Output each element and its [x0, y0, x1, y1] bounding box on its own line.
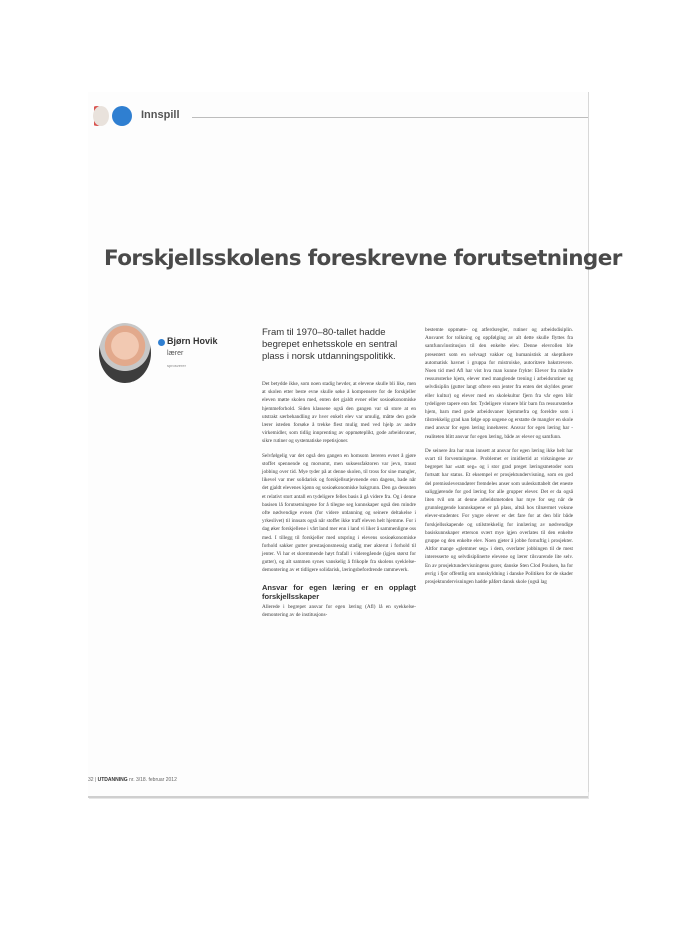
section-divider	[192, 117, 588, 118]
article-ingress: Fram til 1970–80-tallet hadde begrepet enhetsskole en sentral plass i norsk utdanningspolitikk.	[262, 327, 398, 362]
magazine-name: UTDANNING	[97, 777, 128, 783]
page-number: 32	[88, 777, 94, 783]
paragraph: Allerede i begrepet ansvar for egen læring (Afl) lå en syekkelse-demontering av de institusjons-	[262, 603, 416, 618]
author-name: Bjørn Hovik	[167, 336, 218, 346]
author-bullet-icon	[158, 339, 165, 346]
page-edge-right	[588, 92, 589, 792]
section-dot-grey-icon	[93, 106, 109, 126]
article-column-1	[262, 380, 416, 625]
paragraph: Det betydde ikke, som noen stadig hevder, at elevene skulle bli like, men at skolen etter beste evne skulle søke å kompensere for de forskjeller eleven møtte skolen med, enten det gjaldt evner eller sosioøkonomiske hjemmeforhold. Siden klassene også den gangen var så store at en utstrakt særbehandling av hver enkelt elev var umulig, måtte den gode lærer isteden forsøke å trekke flest mulig med ved hjelp av andre virkemidler, som tidlig innprenting av oppmøteplikt, gode arbeidsvaner, sikre rutiner og systematiske repetisjoner.	[262, 381, 416, 445]
paragraph: Selvfølgelig var det også den gangen en homsom læreren evnet å gjøre stoffet spennende og morsomt, men suksessfaktoren var jevn, traust jobbing over tid. Mye tyder på at denne skolen, til tross for sine mangler, likevel var mer solidarisk og forskjellsutjevnende enn dagens, bade når det gjaldt elevenes kjønn og sosioøkonomiske bakgrunn. Den ga dessuten et relativt stort antall en tydeligere felles basis å gå videre fra. Og i denne basisen lå forutsetningene for å tilegne seg kunnskaper også den mindre ofte nødvendige evnen (for videre utdanning og seinere deltakelse i yrkeslivet) til innsats også når stoffet ikke traff eleven helt hjemme. For i dag øker forskjellene i vårt land mer enn i land vi liker å sammenligne oss med. I tillegg til forskjeller med utspring i elevens sosioøkonomiske forhold sakker gutter prestasjonsmessig stadig mer akterut i forhold til jenter. Vi har et skremmende høyt frafall i videregående (igjen størst for gutter), og alt sammen synes vanskelig å frikople fra skolens syeklelse-demontering av et tidligere solidarisk, læringsbefordrende rammeverk.	[262, 452, 416, 574]
issue-info: nr. 3/18. februar 2012	[129, 777, 177, 783]
article-column-2	[425, 326, 573, 592]
paragraph: De seinere åra har man innsett at ansvar for egen læring ikke helt har svart til forventningene. Problemet er imidlertid at virkningene av begrepet har «satt seg» og i stor grad preget læringsmetoder som fortsatt har status. Et eksempel er prosjektundervisning, som en god del premissleverandører fremdeles anser som uuleskuttabelt det eneste saliggjørende for god læring for alle grupper elever. Det er da også liten tvil om at denne arbeidsmetoden har mye for seg når de grunnleggende kunnskapene er på plass, altså hos tilnærmet voksne elever-studenter. For yngre elever er det fare for at den blir både forskjellsskapende og utilstrekkelig for innlæring av nødvendige basiskunnskaper etterson svært mye igjen overlates til den enkelte gruppe og den enkelte elev. Noen gjeter å jobbe fornuftig i prosjekter. Altfor mange «glemmer seg» i dem, overlater jobbingen til de mest interesserte og selvdisiplinerte elevene og lærer tilsvarende lite selv. En av prosjektundervisningens gurer, danske Sten Clod Poulsen, ba for øvrig i fjor offentlig om unnskyldning i danske Politiken for de skader prosjektundervisningen hadde påført dansk skole (også lag	[425, 447, 573, 586]
page-edge-bottom	[88, 796, 588, 798]
author-photo	[99, 323, 151, 383]
article-subheading: Ansvar for egen læring er en opplagt forskjellsskaper	[262, 582, 416, 601]
paragraph: bestemte oppmøte- og atferdsregler, rutiner og arbeidsdisiplin. Ansvaret for tolkning og oppfølging av alt dette skulle flyttes fra samfunn/institusjon til den enkelte elev. Denne elevrollen ble presentert som en selvsagt vakker og humanistisk at skeptikere automatisk havnet i gruppa for mistroiske, autoritære bakstrevere. Noen tid med Afl har vist hva man kunne frykte: Elever fra mindre ressurssterke hjem, elever med manglende trening i arbeidsrutiner og selvdisiplin (gutter langt oftere enn jenter fra enten det skyldes gener eller kultur) og elever med en skolekultur fjern fra vår egen blir tydeligere tapere enn før. Tydeligere vinnere blir barn fra ressurssterke hjem, barn med gode arbeidsvaner hjemmefra og foreldre som i tilstrekkelig grad kan følge opp ungene og erstatte de mangler en skole med ansvar for egen læring innebærer. Ansvar for egen læring har - realiteten blitt ansvar for egen læring, både av elever og samfunn.	[425, 327, 573, 440]
section-dot-blue-icon	[112, 106, 132, 126]
author-role: lærer	[167, 350, 184, 357]
section-label: Innspill	[141, 109, 180, 121]
page-footer: 32 | UTDANNING nr. 3/18. februar 2012	[88, 777, 177, 783]
article-title: Forskjellsskolens foreskrevne forutsetninger	[104, 246, 622, 271]
author-tag: sprosverer	[167, 363, 186, 368]
